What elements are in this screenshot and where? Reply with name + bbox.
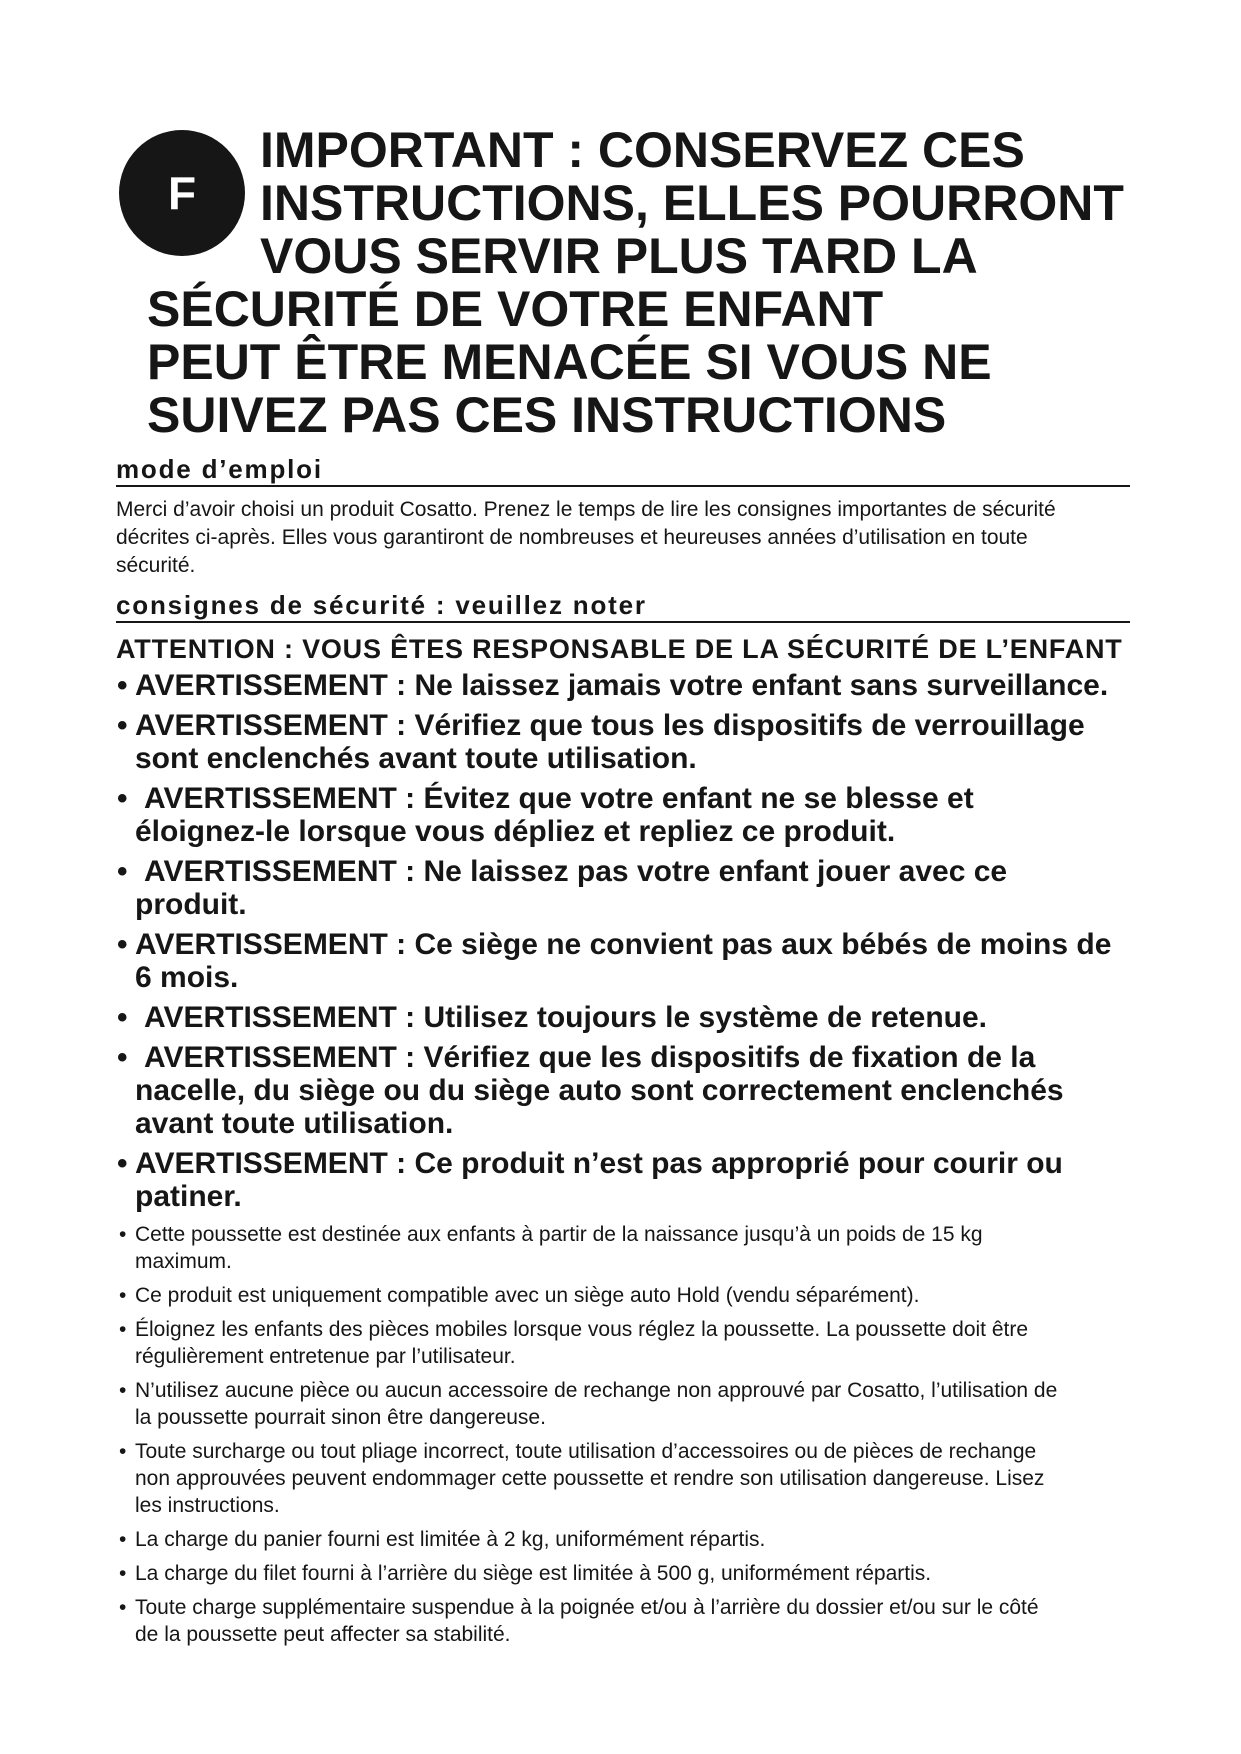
note-text: régulièrement entretenue par l’utilisateur.: [135, 1345, 516, 1368]
warning-line: [135, 1041, 1111, 1074]
warning-text: produit.: [135, 888, 247, 921]
title-line: SÉCURITÉ DE VOTRE ENFANT: [147, 281, 884, 337]
note-text: • La charge du panier fourni est limitée à 2 kg, uniformément répartis.: [135, 1528, 766, 1551]
note-item: [121, 1526, 1057, 1553]
warning-label: AVERTISSEMENT :: [144, 1041, 416, 1074]
warning-text: Évitez que votre enfant ne se blesse et: [423, 782, 974, 815]
warning-line: [135, 709, 1111, 742]
warning-text: éloignez-le lorsque vous dépliez et repliez ce produit.: [135, 815, 896, 848]
note-item: [121, 1377, 1057, 1431]
warning-text: Vérifiez que les dispositifs de fixation de la: [423, 1041, 1036, 1074]
warning-text: nacelle, du siège ou du siège auto sont correctement enclenchés: [135, 1074, 1064, 1107]
warning-text: Ce siège ne convient pas aux bébés de moins de: [414, 928, 1112, 961]
warning-item: [116, 782, 1111, 848]
warning-text: avant toute utilisation.: [135, 1107, 454, 1140]
title-line: PEUT ÊTRE MENACÉE SI VOUS NE: [147, 334, 992, 390]
note-text: • Éloignez les enfants des pièces mobiles lorsque vous réglez la poussette. La poussette doit être: [135, 1318, 1029, 1341]
language-letter: F: [167, 167, 197, 219]
warning-text: 6 mois.: [135, 961, 239, 994]
note-item: [121, 1282, 1057, 1309]
warning-text: patiner.: [135, 1180, 242, 1213]
note-item: [121, 1594, 1057, 1648]
warning-line: [135, 855, 1111, 888]
paragraph-line: Merci d’avoir choisi un produit Cosatto. Prenez le temps de lire les consignes importantes de sécurité: [116, 498, 1056, 521]
note-text: • Toute surcharge ou tout pliage incorrect, toute utilisation d’accessoires ou de pièces de rechange: [135, 1440, 1037, 1463]
note-item: [121, 1221, 1057, 1275]
warning-line: [135, 928, 1111, 961]
paragraph-line: décrites ci-après. Elles vous garantiront de nombreuses et heureuses années d’utilisation en toute: [116, 526, 1028, 549]
title-line: SUIVEZ PAS CES INSTRUCTIONS: [147, 387, 947, 443]
warning-label: AVERTISSEMENT :: [144, 855, 416, 888]
warning-label: AVERTISSEMENT :: [144, 1001, 416, 1034]
note-text: • Ce produit est uniquement compatible avec un siège auto Hold (vendu séparément).: [135, 1284, 920, 1307]
note-text: • Cette poussette est destinée aux enfants à partir de la naissance jusqu’à un poids de 15 kg: [135, 1223, 983, 1246]
note-text: de la poussette peut affecter sa stabilité.: [135, 1623, 511, 1646]
note-text: non approuvées peuvent endommager cette poussette et rendre son utilisation dangereuse. Lisez: [135, 1467, 1045, 1490]
note-item: [121, 1438, 1057, 1519]
warning-line: [135, 782, 1111, 815]
section-heading-mode-emploi: mode d’emploi: [116, 453, 1130, 487]
title-line: VOUS SERVIR PLUS TARD LA: [260, 228, 978, 284]
warning-item: [116, 928, 1111, 994]
warning-item: [116, 669, 1111, 702]
page-title: [0, 124, 1124, 442]
warning-label: AVERTISSEMENT :: [135, 928, 407, 961]
note-text: la poussette pourrait sinon être dangereuse.: [135, 1406, 546, 1429]
note-text: les instructions.: [135, 1494, 280, 1517]
warning-item: [116, 1147, 1111, 1213]
title-line: IMPORTANT : CONSERVEZ CES: [260, 122, 1025, 178]
warnings-list: [116, 669, 1111, 1220]
warning-text: sont enclenchés avant toute utilisation.: [135, 742, 697, 775]
warning-line: [135, 669, 1111, 702]
warning-item: [116, 1001, 1111, 1034]
note-text: • La charge du filet fourni à l’arrière du siège est limitée à 500 g, uniformément répartis.: [135, 1562, 932, 1585]
intro-paragraph: [116, 496, 1056, 580]
warning-item: [116, 855, 1111, 921]
title-line: INSTRUCTIONS, ELLES POURRONT: [260, 175, 1124, 231]
note-item: [121, 1560, 1057, 1587]
warning-text: Ne laissez jamais votre enfant sans surveillance.: [414, 669, 1109, 702]
warning-line: [135, 1001, 1111, 1034]
paragraph-line: sécurité.: [116, 554, 196, 577]
warning-text: Ne laissez pas votre enfant jouer avec ce: [423, 855, 1008, 888]
attention-statement: ATTENTION : VOUS ÊTES RESPONSABLE DE LA SÉCURITÉ DE L’ENFANT: [116, 634, 1123, 664]
warning-label: AVERTISSEMENT :: [135, 1147, 407, 1180]
warning-line: [135, 1147, 1111, 1180]
note-text: • Toute charge supplémentaire suspendue à la poignée et/ou à l’arrière du dossier et/ou sur le côté: [135, 1596, 1039, 1619]
warning-label: AVERTISSEMENT :: [144, 782, 416, 815]
warning-item: [116, 709, 1111, 775]
section-heading-safety: consignes de sécurité : veuillez noter: [116, 589, 1130, 623]
warning-text: Ce produit n’est pas approprié pour courir ou: [414, 1147, 1063, 1180]
warning-label: AVERTISSEMENT :: [135, 669, 407, 702]
warning-text: Vérifiez que tous les dispositifs de verrouillage: [414, 709, 1085, 742]
note-text: maximum.: [135, 1250, 232, 1273]
warning-text: Utilisez toujours le système de retenue.: [423, 1001, 987, 1034]
note-item: [121, 1316, 1057, 1370]
warning-item: [116, 1041, 1111, 1140]
warning-label: AVERTISSEMENT :: [135, 709, 407, 742]
note-text: • N’utilisez aucune pièce ou aucun accessoire de rechange non approuvé par Cosatto, l’utilisation de: [135, 1379, 1058, 1402]
notes-list: [121, 1221, 1057, 1655]
